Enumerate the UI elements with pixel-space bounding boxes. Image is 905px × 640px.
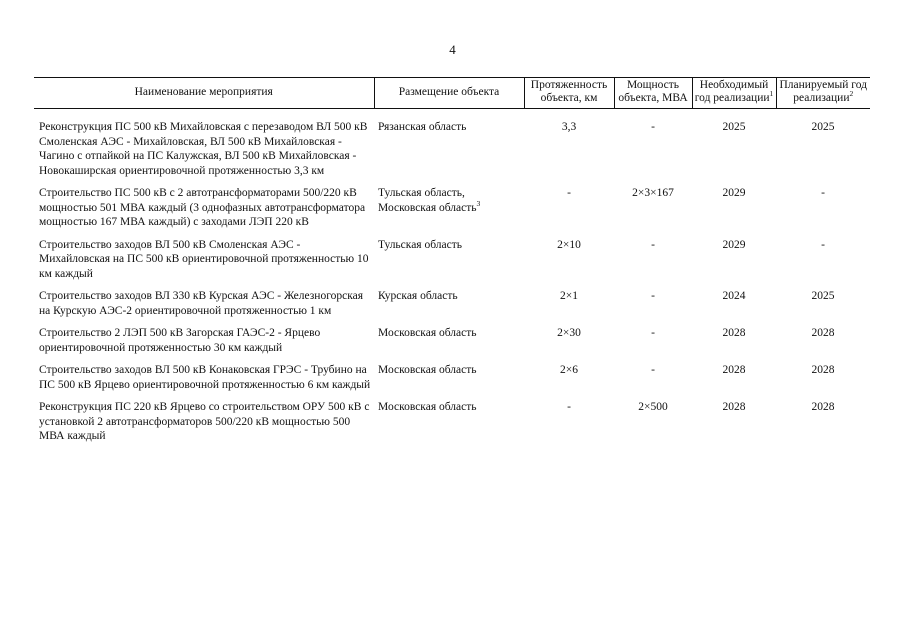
- cell-region: Московская область: [378, 327, 477, 339]
- cell-required-year: 2029: [722, 238, 746, 251]
- cell-power: -: [651, 290, 655, 302]
- table-row: [34, 186, 870, 238]
- cell-required-year: 2024: [722, 290, 746, 302]
- table-body: [34, 109, 870, 452]
- header-required-year: Необходимый год реализации$^1$: [692, 78, 776, 109]
- cell-length: 2×10: [557, 238, 581, 251]
- cell-region: Курская область: [378, 290, 458, 302]
- header-name: Наименование мероприятия: [34, 78, 374, 109]
- table-row: [34, 363, 870, 400]
- header-planned-year: Планируемый год реализации$^2$: [776, 78, 870, 109]
- cell-planned-year: 2028: [811, 364, 835, 376]
- cell-length: 2×1: [560, 290, 578, 302]
- cell-name: Реконструкция ПС 220 кВ Ярцево со строительством ОРУ 500 кВ с установкой 2 автотрансформаторов 500/220 кВ мощностью 500 МВА каждый: [39, 401, 370, 442]
- table-row: [34, 289, 870, 326]
- cell-planned-year: -: [821, 238, 825, 251]
- cell-power: 2×500: [638, 401, 668, 413]
- cell-region: Тульская область: [378, 238, 462, 251]
- header-region: Размещение объекта: [374, 78, 524, 109]
- cell-name: Строительство ПС 500 кВ с 2 автотрансформаторами 500/220 кВ мощностью 501 МВА каждый (3 однофазных автотрансформатора мощностью 167 МВА каждый) с заходами ЛЭП 220 кВ: [39, 187, 366, 228]
- cell-name: Строительство 2 ЛЭП 500 кВ Загорская ГАЭС-2 - Ярцево ориентировочной протяженностью 30 км каждый: [39, 327, 321, 354]
- footnote-mark: 2: [849, 89, 854, 99]
- cell-required-year: 2025: [722, 121, 746, 133]
- cell-power: 2×3×167: [632, 187, 674, 199]
- cell-required-year: 2028: [722, 401, 746, 413]
- cell-required-year: 2028: [722, 364, 746, 376]
- cell-planned-year: 2025: [811, 121, 835, 133]
- cell-length: 2×30: [557, 327, 581, 339]
- cell-required-year: 2029: [722, 187, 746, 199]
- cell-name: Строительство заходов ВЛ 500 кВ Смоленская АЭС - Михайловская на ПС 500 кВ ориентировочной протяженностью 10 км каждый: [39, 238, 369, 280]
- cell-planned-year: -: [821, 187, 825, 199]
- cell-region: Московская область: [378, 364, 477, 376]
- cell-name: Реконструкция ПС 500 кВ Михайловская с перезаводом ВЛ 500 кВ Смоленская АЭС - Михайловская, ВЛ 500 кВ Михайловская - Чагино с отпайкой на ПС Калужская, ВЛ 500 кВ Михайловская - Новокаширская ориентировочной протяженностью 3,3 км: [39, 121, 368, 177]
- cell-name: Строительство заходов ВЛ 500 кВ Конаковская ГРЭС - Трубино на ПС 500 кВ Ярцево ориентировочной протяженностью 6 км каждый: [39, 364, 371, 391]
- table-row: [34, 238, 870, 290]
- cell-power: -: [651, 327, 655, 339]
- cell-length: -: [567, 401, 571, 413]
- cell-region: Тульская область, Московская область$^3$: [378, 187, 481, 214]
- cell-region: Московская область: [378, 401, 477, 413]
- cell-required-year: 2028: [722, 327, 746, 339]
- header-length: Протяженность объекта, км: [524, 78, 614, 109]
- footnote-mark: 3: [476, 198, 481, 208]
- table-row: [34, 109, 870, 187]
- cell-planned-year: 2028: [811, 327, 835, 339]
- cell-power: -: [651, 364, 655, 376]
- cell-planned-year: 2028: [811, 401, 835, 413]
- table-row: [34, 326, 870, 363]
- header-power: Мощность объекта, МВА: [614, 78, 692, 109]
- cell-length: -: [567, 187, 571, 199]
- cell-power: -: [651, 238, 655, 251]
- cell-region: Рязанская область: [378, 121, 467, 133]
- cell-name: Строительство заходов ВЛ 330 кВ Курская АЭС - Железногорская на Курскую АЭС-2 ориентировочной протяженностью 1 км: [39, 290, 364, 317]
- table-row: [34, 400, 870, 452]
- cell-length: 2×6: [560, 364, 578, 376]
- cell-power: -: [651, 121, 655, 133]
- measures-table: [34, 77, 870, 452]
- cell-length: 3,3: [561, 121, 577, 133]
- footnote-mark: 1: [769, 89, 774, 99]
- cell-planned-year: 2025: [811, 290, 835, 302]
- table-header: [34, 78, 870, 109]
- page-number: 4: [449, 42, 456, 57]
